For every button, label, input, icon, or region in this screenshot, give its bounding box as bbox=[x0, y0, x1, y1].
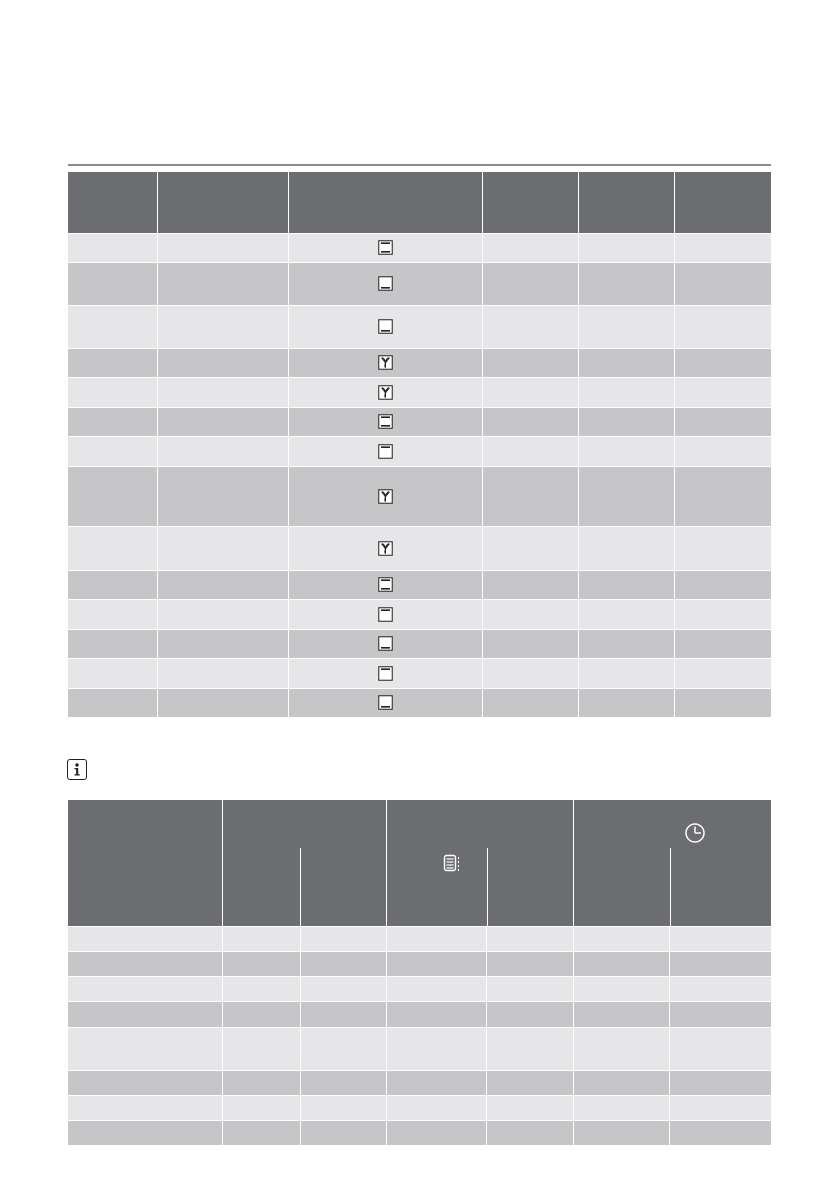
table-cell bbox=[68, 262, 157, 305]
table-cell bbox=[68, 658, 157, 688]
table-row bbox=[68, 1070, 771, 1095]
table-cell bbox=[288, 262, 482, 305]
table-cell bbox=[578, 629, 674, 658]
table-cell bbox=[573, 1120, 669, 1145]
table-cell bbox=[386, 951, 486, 976]
table-cell bbox=[386, 1070, 486, 1095]
table-cell bbox=[578, 407, 674, 436]
table-cell bbox=[222, 926, 300, 951]
table-cell bbox=[222, 1027, 300, 1070]
header-group-cell bbox=[573, 800, 771, 926]
table-cell bbox=[300, 1027, 386, 1070]
table-cell bbox=[674, 629, 771, 658]
table-cell bbox=[288, 233, 482, 262]
table-cell bbox=[386, 1120, 486, 1145]
table-cell bbox=[573, 1095, 669, 1120]
table-cell bbox=[482, 688, 578, 717]
table-row bbox=[68, 1120, 771, 1145]
table-cell bbox=[482, 658, 578, 688]
table-row bbox=[68, 348, 771, 377]
table-cell bbox=[68, 599, 157, 629]
table-cell bbox=[68, 1027, 222, 1070]
table-cell bbox=[669, 926, 771, 951]
clock-icon bbox=[684, 822, 706, 849]
table-row bbox=[68, 629, 771, 658]
table-cell bbox=[486, 1120, 573, 1145]
table-cell bbox=[157, 526, 288, 570]
top-bottom-heat-icon bbox=[378, 240, 393, 255]
table-row bbox=[68, 305, 771, 348]
table-cell bbox=[68, 1001, 222, 1027]
table-cell bbox=[573, 1027, 669, 1070]
info-icon bbox=[67, 759, 87, 780]
table-cell bbox=[482, 348, 578, 377]
table-cell bbox=[288, 466, 482, 526]
table-cell bbox=[68, 348, 157, 377]
table-cell bbox=[157, 658, 288, 688]
table-cell bbox=[157, 570, 288, 599]
table-cell bbox=[288, 570, 482, 599]
table-cell bbox=[482, 262, 578, 305]
table-cell bbox=[674, 262, 771, 305]
table-cell bbox=[68, 1095, 222, 1120]
table-cell bbox=[68, 976, 222, 1001]
table-cell bbox=[300, 926, 386, 951]
table-cell bbox=[578, 262, 674, 305]
table-cell bbox=[486, 926, 573, 951]
table-cell bbox=[386, 926, 486, 951]
table-cell bbox=[573, 1001, 669, 1027]
header-cell bbox=[68, 172, 157, 233]
table-cell bbox=[482, 407, 578, 436]
table-cell bbox=[222, 951, 300, 976]
fan-heating-icon bbox=[378, 541, 393, 556]
table-cell bbox=[157, 466, 288, 526]
header-cell bbox=[157, 172, 288, 233]
table-row bbox=[68, 688, 771, 717]
table-cell bbox=[578, 466, 674, 526]
table-cell bbox=[578, 688, 674, 717]
table-cell bbox=[386, 1095, 486, 1120]
table-cell bbox=[288, 688, 482, 717]
cooking-table bbox=[68, 800, 771, 1146]
bottom-heat-icon bbox=[378, 636, 393, 651]
table-cell bbox=[288, 305, 482, 348]
table-cell bbox=[222, 1095, 300, 1120]
table-cell bbox=[482, 466, 578, 526]
table-cell bbox=[482, 233, 578, 262]
top-rule bbox=[68, 164, 771, 166]
table-cell bbox=[68, 1120, 222, 1145]
table-cell bbox=[288, 629, 482, 658]
table-cell bbox=[157, 629, 288, 658]
table-cell bbox=[674, 688, 771, 717]
table-cell bbox=[674, 407, 771, 436]
table-cell bbox=[486, 1001, 573, 1027]
header-cell bbox=[68, 800, 222, 926]
table-cell bbox=[68, 688, 157, 717]
table-cell bbox=[222, 1070, 300, 1095]
table-cell bbox=[300, 1120, 386, 1145]
bottom-heat-icon bbox=[378, 276, 393, 291]
header-group-cell bbox=[386, 800, 573, 926]
table-cell bbox=[578, 233, 674, 262]
table-cell bbox=[222, 1001, 300, 1027]
table-cell bbox=[300, 1095, 386, 1120]
table-row bbox=[68, 926, 771, 951]
table-cell bbox=[222, 976, 300, 1001]
table-cell bbox=[222, 1120, 300, 1145]
table-row bbox=[68, 1095, 771, 1120]
table-cell bbox=[386, 1001, 486, 1027]
top-bottom-heat-icon bbox=[378, 414, 393, 429]
table-cell bbox=[674, 658, 771, 688]
oven-function-table bbox=[68, 172, 771, 718]
table-cell bbox=[386, 976, 486, 1001]
table-cell bbox=[669, 1095, 771, 1120]
table-cell bbox=[288, 436, 482, 466]
table-cell bbox=[157, 436, 288, 466]
table-cell bbox=[486, 1027, 573, 1070]
table-cell bbox=[578, 348, 674, 377]
table-cell bbox=[482, 305, 578, 348]
table-cell bbox=[669, 1027, 771, 1070]
table-cell bbox=[482, 526, 578, 570]
table-row bbox=[68, 599, 771, 629]
table-cell bbox=[578, 526, 674, 570]
table-cell bbox=[674, 570, 771, 599]
table-cell bbox=[573, 951, 669, 976]
table-cell bbox=[486, 976, 573, 1001]
table-cell bbox=[669, 1070, 771, 1095]
table-row bbox=[68, 262, 771, 305]
header-cell bbox=[482, 172, 578, 233]
table-cell bbox=[300, 1070, 386, 1095]
table-cell bbox=[68, 570, 157, 599]
table-cell bbox=[573, 926, 669, 951]
table-cell bbox=[669, 1001, 771, 1027]
top-heat-icon bbox=[378, 607, 393, 622]
table-cell bbox=[288, 599, 482, 629]
table-cell bbox=[68, 233, 157, 262]
table-cell bbox=[674, 305, 771, 348]
table-cell bbox=[486, 1095, 573, 1120]
bottom-heat-icon bbox=[378, 319, 393, 334]
table-cell bbox=[578, 305, 674, 348]
header-divider bbox=[487, 848, 488, 926]
table-cell bbox=[578, 599, 674, 629]
table-cell bbox=[578, 658, 674, 688]
fan-heating-icon bbox=[378, 385, 393, 400]
table-cell bbox=[674, 233, 771, 262]
table-cell bbox=[482, 629, 578, 658]
table-cell bbox=[68, 466, 157, 526]
table-cell bbox=[300, 1001, 386, 1027]
table-cell bbox=[482, 599, 578, 629]
table-cell bbox=[68, 1070, 222, 1095]
table-cell bbox=[68, 951, 222, 976]
table-cell bbox=[674, 526, 771, 570]
table-cell bbox=[669, 1120, 771, 1145]
top-bottom-heat-icon bbox=[378, 577, 393, 592]
table-cell bbox=[300, 976, 386, 1001]
header-divider bbox=[300, 848, 301, 926]
header-divider bbox=[670, 848, 671, 926]
table-cell bbox=[68, 926, 222, 951]
table-cell bbox=[573, 976, 669, 1001]
table-cell bbox=[482, 570, 578, 599]
table-cell bbox=[573, 1070, 669, 1095]
top-heat-icon bbox=[378, 444, 393, 459]
fan-heating-icon bbox=[378, 489, 393, 504]
top-heat-icon bbox=[378, 666, 393, 681]
table-cell bbox=[674, 466, 771, 526]
table-row bbox=[68, 436, 771, 466]
header-cell bbox=[288, 172, 482, 233]
table-row bbox=[68, 1001, 771, 1027]
table-cell bbox=[288, 348, 482, 377]
table-cell bbox=[157, 688, 288, 717]
header-group-cell bbox=[222, 800, 386, 926]
table-row bbox=[68, 570, 771, 599]
table-header-row bbox=[68, 800, 771, 926]
table-cell bbox=[300, 951, 386, 976]
table-row bbox=[68, 407, 771, 436]
table-cell bbox=[482, 436, 578, 466]
table-cell bbox=[157, 377, 288, 407]
table-cell bbox=[68, 629, 157, 658]
table-cell bbox=[288, 407, 482, 436]
table-cell bbox=[674, 436, 771, 466]
table-cell bbox=[157, 262, 288, 305]
table-cell bbox=[482, 377, 578, 407]
table-row bbox=[68, 466, 771, 526]
table-row bbox=[68, 658, 771, 688]
table-cell bbox=[674, 348, 771, 377]
table-cell bbox=[157, 305, 288, 348]
table-cell bbox=[68, 377, 157, 407]
table-header-row bbox=[68, 172, 771, 233]
table-cell bbox=[674, 599, 771, 629]
bottom-heat-icon bbox=[378, 695, 393, 710]
table-cell bbox=[486, 1070, 573, 1095]
table-cell bbox=[288, 658, 482, 688]
header-cell bbox=[674, 172, 771, 233]
table-row bbox=[68, 976, 771, 1001]
table-row bbox=[68, 951, 771, 976]
table-cell bbox=[674, 377, 771, 407]
table-cell bbox=[288, 377, 482, 407]
table-row bbox=[68, 233, 771, 262]
table-cell bbox=[157, 348, 288, 377]
header-cell bbox=[578, 172, 674, 233]
fan-heating-icon bbox=[378, 355, 393, 370]
table-cell bbox=[68, 305, 157, 348]
table-cell bbox=[68, 436, 157, 466]
table-cell bbox=[288, 526, 482, 570]
shelf-position-icon bbox=[443, 854, 463, 879]
table-cell bbox=[157, 599, 288, 629]
table-cell bbox=[68, 407, 157, 436]
table-cell bbox=[157, 233, 288, 262]
table-cell bbox=[157, 407, 288, 436]
table-cell bbox=[669, 951, 771, 976]
table-cell bbox=[386, 1027, 486, 1070]
table-row bbox=[68, 377, 771, 407]
table-cell bbox=[68, 526, 157, 570]
table-cell bbox=[578, 570, 674, 599]
table-cell bbox=[486, 951, 573, 976]
table-row bbox=[68, 526, 771, 570]
table-cell bbox=[578, 377, 674, 407]
table-cell bbox=[578, 436, 674, 466]
table-row bbox=[68, 1027, 771, 1070]
table-cell bbox=[669, 976, 771, 1001]
